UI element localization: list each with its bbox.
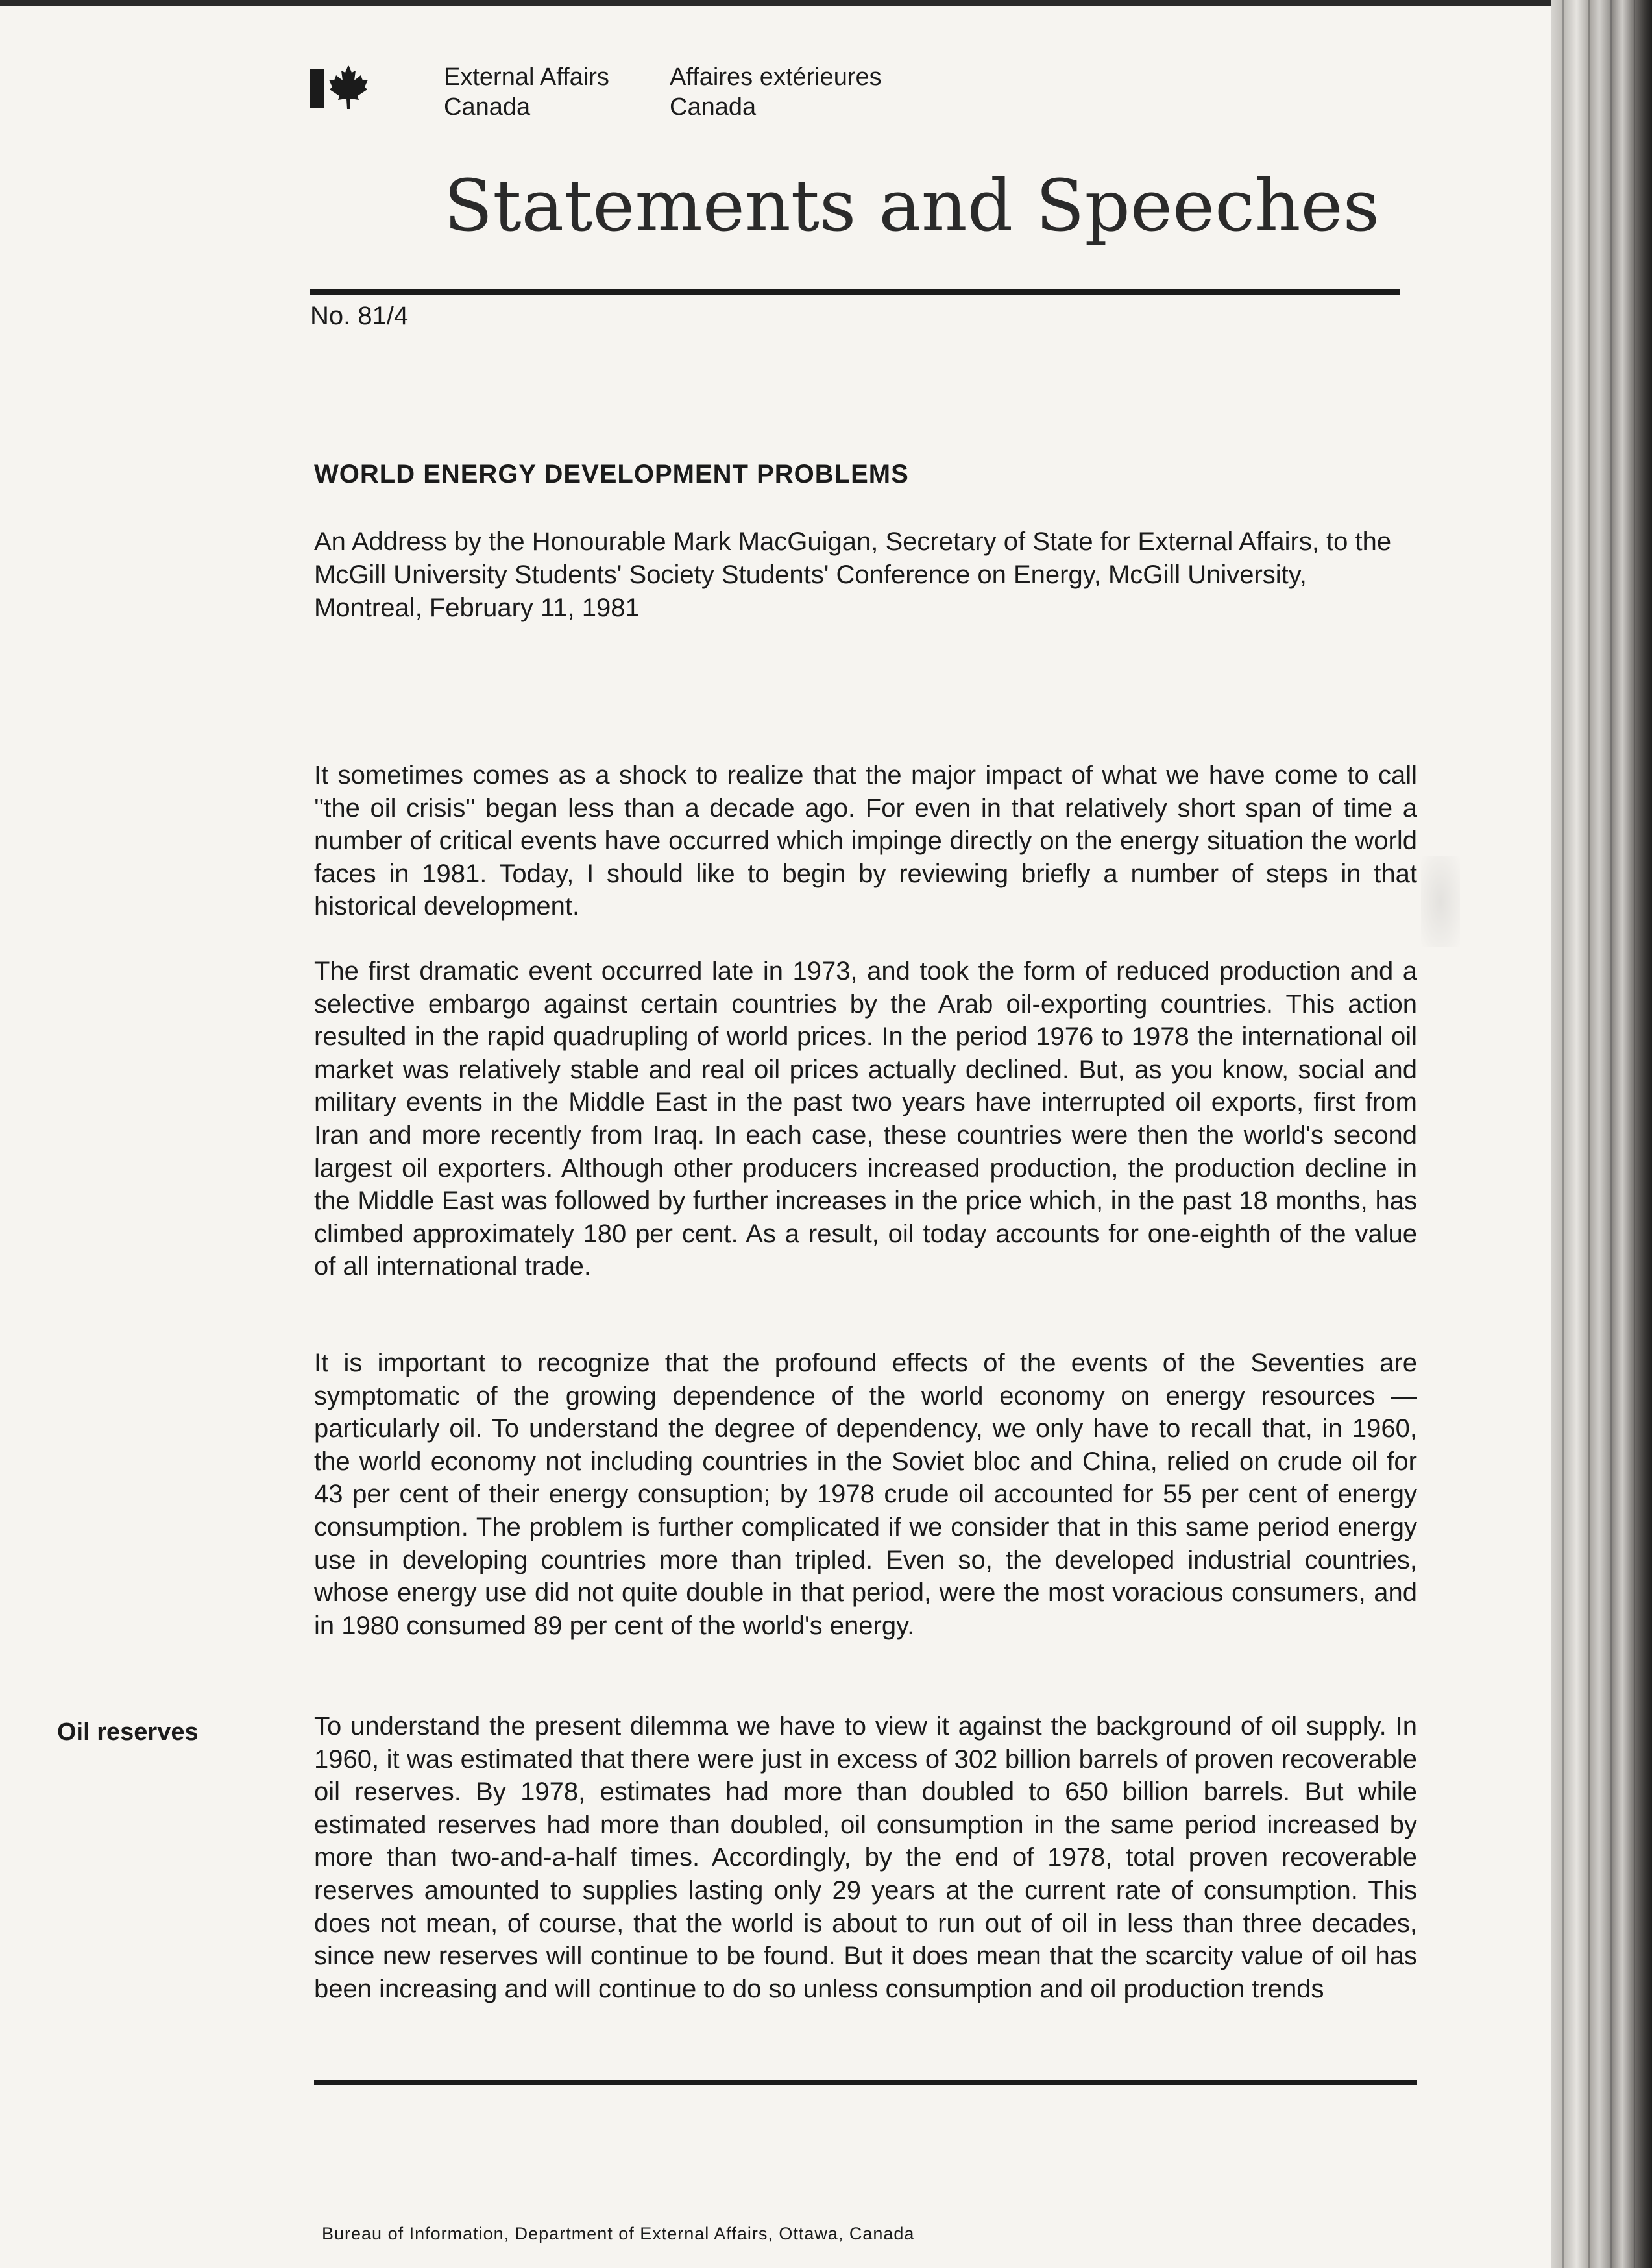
scan-top-edge: [0, 0, 1652, 6]
footer-text: Bureau of Information, Department of External Affairs, Ottawa, Canada: [322, 2224, 915, 2243]
scan-smudge: [1421, 856, 1460, 947]
canada-flag-icon: [310, 64, 369, 109]
department-name-english: External Affairs Canada: [444, 64, 609, 121]
body-paragraph: It is important to recognize that the profound effects of the events of the Seventies are symptomatic of the growing dependence of the world economy on energy resources — particularly oil. To understand the degree of dependency, we only have to recall that, in 1960, the world economy not including countries in the Soviet bloc and China, relied on crude oil for 43 per cent of their energy consuption; by 1978 crude oil accounted for 55 per cent of energy consumption. The problem is further complicated if we consider that in this same period energy use in developing countries more than tripled. Even so, the developed industrial countries, whose energy use did not quite double in that period, were the most voracious consumers, and in 1980 consumed 89 per cent of the world's energy.: [314, 1349, 1417, 1640]
flag-bar: [310, 69, 324, 108]
statement-number: No. 81/4: [310, 302, 409, 330]
binding-line: [1610, 0, 1612, 2268]
document-subtitle: An Address by the Honourable Mark MacGuigan, Secretary of State for External Affairs, to the McGill University Students' Society Students' Conference on Energy, McGill University, Montreal, February 11, 1981: [314, 527, 1392, 622]
body-paragraph: The first dramatic event occurred late in 1973, and took the form of reduced production and a selective embargo against certain countries by the Arab oil-exporting countries. This action resulted in the rapid quadrupling of world prices. In the period 1976 to 1978 the international oil market was relatively stable and real oil prices actually declined. But, as you know, social and military events in the Middle East in the past two years have interrupted oil exports, first from Iran and more recently from Iraq. In each case, these countries were then the world's second largest oil exporters. Although other producers increased production, the production decline in the Middle East was followed by further increases in the price which, in the past 18 months, has climbed approximately 180 per cent. As a result, oil today accounts for one-eighth of the value of all international trade.: [314, 957, 1417, 1281]
body-paragraph: It sometimes comes as a shock to realize that the major impact of what we have come to call ''the oil crisis'' began less than a decade ago. For even in that relatively short span of time a number of critical events have occurred which impinge directly on the energy situation the world faces in 1981. Today, I should like to begin by reviewing briefly a number of steps in that historical development.: [314, 761, 1417, 921]
body-paragraph: To understand the present dilemma we have to view it against the background of oil supply. In 1960, it was estimated that there were just in excess of 302 billion barrels of proven recoverable oil reserves. By 1978, estimates had more than doubled to 650 billion barrels. But while estimated reserves had more than doubled, oil consumption in the same period increased by more than two-and-a-half times. Accordingly, by the end of 1978, total proven recoverable reserves amounted to supplies lasting only 29 years at the current rate of consumption. This does not mean, of course, that the world is about to run out of oil in less than three decades, since new reserves will continue to be found. But it does mean that the scarcity value of oil has been increasing and will continue to do so unless consumption and oil production trends: [314, 1712, 1417, 2003]
header-rule: [310, 289, 1400, 295]
department-name-french: Affaires extérieures Canada: [670, 64, 882, 121]
binding-line: [1562, 0, 1564, 2268]
margin-note: Oil reserves: [57, 1719, 199, 1746]
book-binding: [1551, 0, 1652, 2268]
maple-leaf-icon: [328, 64, 369, 110]
binding-line: [1588, 0, 1590, 2268]
masthead-title: Statements and Speeches: [444, 164, 1380, 247]
footer-rule: [314, 2080, 1417, 2085]
document-title: WORLD ENERGY DEVELOPMENT PROBLEMS: [314, 460, 909, 489]
binding-line: [1634, 0, 1635, 2268]
